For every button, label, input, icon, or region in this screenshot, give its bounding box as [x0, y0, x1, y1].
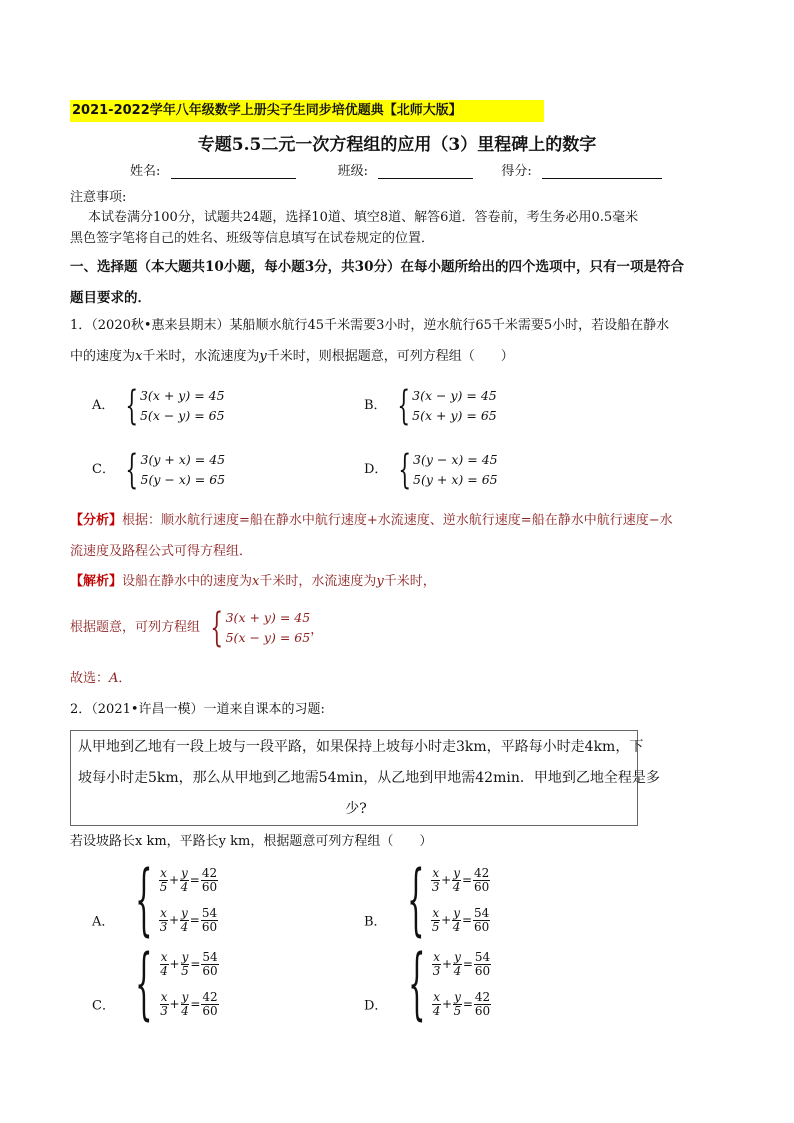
section-heading-line-1: 一、选择题（本大题共10小题，每小题3分，共30分）在每小题所给出的四个选项中，只有一项是符合: [70, 259, 684, 275]
equation-system: { 3(y − x) = 45 5(y + x) = 65: [397, 447, 498, 493]
section-heading-line-2: 题目要求的．: [70, 290, 151, 306]
fraction-system: { $\frac{x}{5}$ + $\frac{y}{4}$ = $\frac{42}{60}$ $\frac{x}{3}$ + $\frac{y}{4}$ = $\frac{54}{60}$: [134, 855, 218, 945]
equation-system: { 3(y + x) = 45 5(y − x) = 65: [125, 447, 226, 493]
student-info-fields: [130, 160, 662, 179]
q2-option-b[interactable]: B． { $\frac{x}{3}$ + $\frac{y}{4}$ = $\frac{42}{60}$ $\frac{x}{5}$ + $\frac{y}{4}$ = $\frac{54}{60}$: [364, 855, 490, 945]
equation-system: { 3(x + y) = 45 5(x − y) = 65: [210, 605, 311, 651]
q1-option-b[interactable]: B． { 3(x − y) = 45 5(x + y) = 65: [364, 383, 497, 429]
q2-problem-text: 从甲地到乙地有一段上坡与一段平路，如果保持上坡每小时走3km，平路每小时走4km，下 坡每小时走5km，那么从甲地到乙地需54min，从乙地到甲地需42min．甲地到乙地全程是多 少?: [78, 739, 660, 817]
q2-option-a[interactable]: A． { $\frac{x}{5}$ + $\frac{y}{4}$ = $\frac{42}{60}$ $\frac{x}{3}$ + $\frac{y}{4}$ = $\frac{54}{60}$: [92, 855, 218, 945]
q1-analysis: 【分析】根据：顺水航行速度=船在静水中航行速度+水流速度、逆水航行速度=船在静水中航行速度−水: [70, 513, 673, 528]
q1-solution-system: 根据题意，可列方程组 { 3(x + y) = 45 5(x − y) = 65 ，: [70, 605, 324, 651]
name-field[interactable]: [171, 163, 296, 179]
q2-option-d[interactable]: D． { $\frac{x}{3}$ + $\frac{y}{4}$ = $\frac{54}{60}$ $\frac{x}{4}$ + $\frac{y}{5}$ = $\frac{42}{60}$: [364, 939, 491, 1029]
series-banner: 2021-2022学年八年级数学上册尖子生同步培优题典【北师大版】: [70, 100, 544, 122]
class-field[interactable]: [378, 163, 473, 179]
q1-option-c[interactable]: C． { 3(y + x) = 45 5(y − x) = 65: [92, 447, 226, 493]
q1-analysis-line-2: 流速度及路程公式可得方程组．: [70, 544, 253, 559]
q2-stem: 2．（2021•许昌一模）一道来自课本的习题:: [70, 702, 325, 717]
notice-line-1: 本试卷满分100分，试题共24题，选择10道、填空8道、解答6道．答卷前，考生务必用0.5毫米: [88, 210, 639, 225]
score-field[interactable]: [542, 163, 662, 179]
fraction-system: { $\frac{x}{3}$ + $\frac{y}{4}$ = $\frac{42}{60}$ $\frac{x}{5}$ + $\frac{y}{4}$ = $\frac{54}{60}$: [406, 855, 490, 945]
equation-system: { 3(x + y) = 45 5(x − y) = 65: [124, 383, 225, 429]
page-title: 专题5.5二元一次方程组的应用（3）里程碑上的数字: [197, 135, 597, 155]
q1-option-a[interactable]: A． { 3(x + y) = 45 5(x − y) = 65: [92, 383, 225, 429]
q1-solution: 【解析】设船在静水中的速度为x千米时，水流速度为y千米时，: [70, 574, 436, 589]
equation-system: { 3(x − y) = 45 5(x + y) = 65: [397, 383, 497, 429]
score-label: 得分:: [501, 164, 532, 179]
fraction-system: { $\frac{x}{3}$ + $\frac{y}{4}$ = $\frac{54}{60}$ $\frac{x}{4}$ + $\frac{y}{5}$ = $\frac{42}{60}$: [407, 939, 491, 1029]
notice-line-2: 黑色签字笔将自己的姓名、班级等信息填写在试卷规定的位置．: [70, 231, 435, 246]
q2-question: 若设坡路长x km，平路长y km，根据题意可列方程组（ ）: [70, 834, 433, 849]
class-label: 班级:: [337, 164, 369, 179]
q1-stem-line-2: 中的速度为x千米时，水流速度为y千米时，则根据题意，可列方程组（ ）: [70, 349, 514, 364]
name-label: 姓名:: [130, 164, 161, 179]
notice-label: 注意事项:: [70, 190, 127, 205]
fraction-system: { $\frac{x}{4}$ + $\frac{y}{5}$ = $\frac{54}{60}$ $\frac{x}{3}$ + $\frac{y}{4}$ = $\frac{42}{60}$: [135, 939, 218, 1029]
q1-stem-line-1: 1．（2020秋•惠来县期末）某船顺水航行45千米需要3小时，逆水航行65千米需要5小时，若设船在静水: [70, 318, 670, 333]
q2-option-c[interactable]: C． { $\frac{x}{4}$ + $\frac{y}{5}$ = $\frac{54}{60}$ $\frac{x}{3}$ + $\frac{y}{4}$ = $\frac{42}{60}$: [92, 939, 218, 1029]
q1-answer: 故选：A．: [70, 671, 132, 686]
q1-option-d[interactable]: D． { 3(y − x) = 45 5(y + x) = 65: [364, 447, 498, 493]
